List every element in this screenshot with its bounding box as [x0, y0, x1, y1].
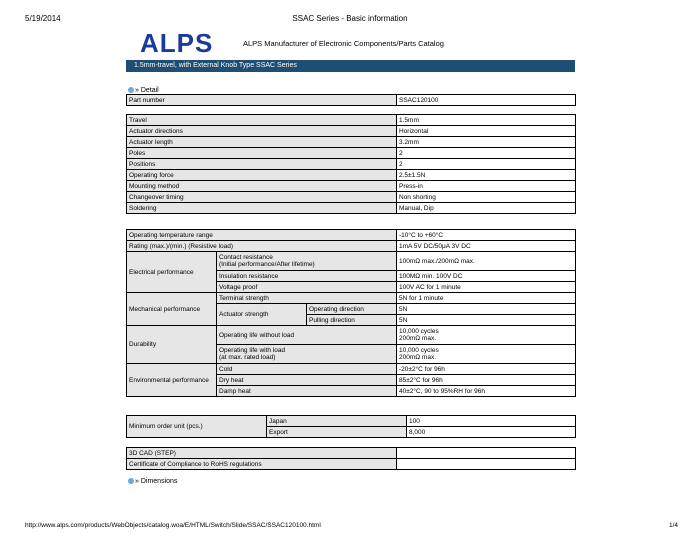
spec-value: 2: [397, 148, 576, 159]
spec-label: Poles: [127, 148, 397, 159]
table-row: [127, 459, 576, 470]
spec-label: Operating force: [127, 170, 397, 181]
table-row: [127, 181, 576, 192]
detail-label: » Detail: [135, 87, 159, 94]
contact-resistance-value: 100mΩ max./200mΩ max.: [397, 252, 576, 271]
pulling-direction-value: 5N: [397, 315, 576, 326]
export-value: 8,000: [407, 427, 576, 438]
insulation-value: 100MΩ min. 100V DC: [397, 271, 576, 282]
insulation-label: Insulation resistance: [217, 271, 397, 282]
terminal-strength-label: Terminal strength: [217, 293, 397, 304]
table-row: [127, 326, 576, 345]
electrical-label: Electrical performance: [127, 252, 217, 293]
spec-label: Actuator length: [127, 137, 397, 148]
bullet-icon: [128, 478, 134, 484]
dry-heat-label: Dry heat: [217, 375, 397, 386]
mechanical-label: Mechanical performance: [127, 293, 217, 326]
spec-label: Changeover timing: [127, 192, 397, 203]
table-row: [127, 203, 576, 214]
japan-label: Japan: [267, 416, 407, 427]
pulling-direction-label: Pulling direction: [307, 315, 397, 326]
cad-step-link[interactable]: 3D CAD (STEP): [127, 448, 397, 459]
table-row: [127, 364, 576, 375]
bullet-icon: [128, 87, 134, 93]
table-row: [127, 448, 576, 459]
table-row: [127, 115, 576, 126]
table-row: [127, 137, 576, 148]
downloads-table: [126, 447, 576, 470]
cold-value: -20±2°C for 96h: [397, 364, 576, 375]
table-row: [127, 192, 576, 203]
spec-value: Non shorting: [397, 192, 576, 203]
part-number-label: Part number: [127, 95, 397, 106]
min-order-label: Minimum order unit (pcs.): [127, 416, 267, 438]
table-row: [127, 293, 576, 304]
damp-heat-value: 40±2°C, 90 to 95%RH for 96h: [397, 386, 576, 397]
specs-table: [126, 114, 576, 214]
durability-label: Durability: [127, 326, 217, 364]
print-date: 5/19/2014: [25, 14, 61, 23]
life-with-load-label: Operating life with load (at max. rated load): [217, 345, 397, 364]
life-no-load-label: Operating life without load: [217, 326, 397, 345]
order-table: [126, 415, 576, 438]
dimensions-section-heading[interactable]: [128, 478, 177, 486]
spec-label: Positions: [127, 159, 397, 170]
footer-page-number: 1/4: [668, 522, 678, 529]
performance-table: [126, 229, 576, 397]
dimensions-label: » Dimensions: [135, 478, 178, 485]
dry-heat-value: 85±2°C for 96h: [397, 375, 576, 386]
spec-label: Soldering: [127, 203, 397, 214]
spec-value: 1.5mm: [397, 115, 576, 126]
table-row: [127, 252, 576, 271]
series-banner: 1.5mm-travel, with External Knob Type SSAC Series: [126, 60, 575, 72]
part-number-table: [126, 94, 576, 106]
rating-value: 1mA 5V DC/50μA 3V DC: [397, 241, 576, 252]
spec-value: 3.2mm: [397, 137, 576, 148]
op-temp-value: -10°C to +60°C: [397, 230, 576, 241]
print-title: SSAC Series - Basic information: [292, 14, 408, 23]
part-number-value: SSAC120100: [397, 95, 576, 106]
terminal-strength-value: 5N for 1 minute: [397, 293, 576, 304]
spec-label: Actuator directions: [127, 126, 397, 137]
cad-step-value: [397, 448, 576, 459]
table-row: [127, 148, 576, 159]
voltage-proof-label: Voltage proof: [217, 282, 397, 293]
cold-label: Cold: [217, 364, 397, 375]
spec-value: Horizontal: [397, 126, 576, 137]
environmental-label: Environmental performance: [127, 364, 217, 397]
op-temp-label: Operating temperature range: [127, 230, 397, 241]
rating-label: Rating (max.)/(min.) (Resistive load): [127, 241, 397, 252]
actuator-strength-label: Actuator strength: [217, 304, 307, 326]
life-no-load-value: 10,000 cycles 200mΩ max.: [397, 326, 576, 345]
rohs-certificate-link[interactable]: Certificate of Compliance to RoHS regulations: [127, 459, 397, 470]
life-with-load-value: 10,000 cycles 200mΩ max.: [397, 345, 576, 364]
table-row: [127, 170, 576, 181]
export-label: Export: [267, 427, 407, 438]
table-row: [127, 159, 576, 170]
table-row: [127, 416, 576, 427]
table-row: [127, 126, 576, 137]
voltage-proof-value: 100V AC for 1 minute: [397, 282, 576, 293]
table-row: [127, 230, 576, 241]
japan-value: 100: [407, 416, 576, 427]
contact-resistance-label: Contact resistance (Initial performance/After lifetime): [217, 252, 397, 271]
spec-value: Press-in: [397, 181, 576, 192]
damp-heat-label: Damp heat: [217, 386, 397, 397]
operating-direction-value: 5N: [397, 304, 576, 315]
table-row: [127, 95, 576, 106]
spec-label: Travel: [127, 115, 397, 126]
spec-value: Manual, Dip: [397, 203, 576, 214]
spec-value: 2.5±1.5N: [397, 170, 576, 181]
alps-logo[interactable]: ALPS: [140, 28, 214, 58]
table-row: [127, 241, 576, 252]
rohs-certificate-value: [397, 459, 576, 470]
operating-direction-label: Operating direction: [307, 304, 397, 315]
footer-url: http://www.alps.com/products/WebObjects/catalog.woa/E/HTML/Switch/Slide/SSAC/SSAC120100.html: [25, 522, 321, 529]
catalog-tagline: ALPS Manufacturer of Electronic Components/Parts Catalog: [243, 39, 444, 48]
spec-value: 2: [397, 159, 576, 170]
spec-label: Mounting method: [127, 181, 397, 192]
